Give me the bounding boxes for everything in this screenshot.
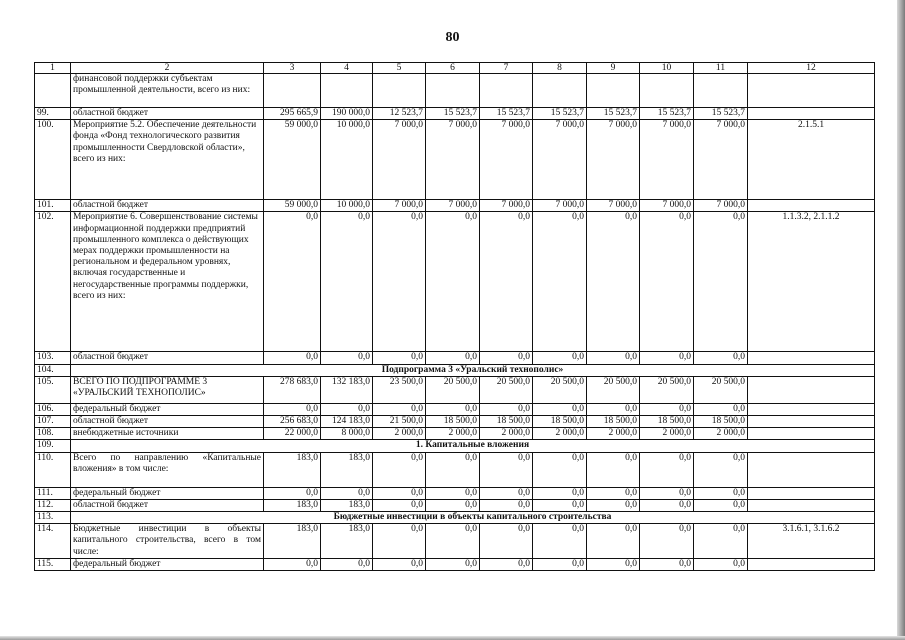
value-cell: 0,0 [694,352,748,364]
row-number: 105. [35,376,71,403]
row-label: Мероприятие 5.2. Обеспечение деятельности фонда «Фонд технологического развития промышленности Свердловской области», всего из них: [71,120,264,200]
value-cell: 10 000,0 [321,120,373,200]
value-cell: 0,0 [426,559,480,571]
value-cell: 18 500,0 [587,416,640,428]
value-cell: 10 000,0 [321,200,373,212]
value-cell: 0,0 [373,524,426,559]
value-cell: 12 523,7 [373,108,426,120]
table-body [35,63,875,571]
value-cell: 0,0 [426,524,480,559]
value-cell: 0,0 [321,559,373,571]
value-cell: 0,0 [533,499,587,511]
row-label: областной бюджет [71,352,264,364]
value-cell [694,74,748,108]
table-row [35,499,875,511]
value-cell: 0,0 [640,212,694,352]
value-cell: 183,0 [321,452,373,487]
section-heading: 1. Капитальные вложения [71,440,875,452]
value-cell: 18 500,0 [426,416,480,428]
table-row [35,416,875,428]
target-reference [748,416,875,428]
table-row [35,452,875,487]
value-cell: 2 000,0 [373,428,426,440]
table-row [35,200,875,212]
value-cell: 0,0 [694,499,748,511]
value-cell [640,74,694,108]
value-cell: 15 523,7 [640,108,694,120]
column-header: 12 [748,63,875,74]
target-reference [748,487,875,499]
row-label: Мероприятие 6. Совершенствование системы информационной поддержки предприятий промышленного комплекса о действующих мерах поддержки промышленности на региональном и федеральном уровнях, включая государственные и негосударственные программы поддержки, всего из них: [71,212,264,352]
value-cell: 2 000,0 [694,428,748,440]
value-cell: 0,0 [640,487,694,499]
value-cell: 0,0 [694,559,748,571]
value-cell: 183,0 [264,524,321,559]
table-row [35,559,875,571]
value-cell [373,74,426,108]
value-cell: 0,0 [587,559,640,571]
column-header: 1 [35,63,71,74]
row-number: 108. [35,428,71,440]
table-row [35,403,875,415]
value-cell: 7 000,0 [640,200,694,212]
value-cell [533,74,587,108]
value-cell: 0,0 [321,212,373,352]
value-cell: 124 183,0 [321,416,373,428]
value-cell: 18 500,0 [480,416,533,428]
value-cell: 8 000,0 [321,428,373,440]
value-cell: 2 000,0 [426,428,480,440]
value-cell: 7 000,0 [373,200,426,212]
row-number: 112. [35,499,71,511]
value-cell: 0,0 [480,403,533,415]
value-cell: 20 500,0 [640,376,694,403]
value-cell: 7 000,0 [640,120,694,200]
value-cell: 7 000,0 [694,120,748,200]
row-number: 101. [35,200,71,212]
table-row [35,212,875,352]
row-label: областной бюджет [71,200,264,212]
row-label: областной бюджет [71,108,264,120]
value-cell: 0,0 [694,212,748,352]
value-cell: 0,0 [480,452,533,487]
target-reference [748,352,875,364]
table-row [35,364,875,376]
value-cell: 0,0 [694,524,748,559]
table-row [35,512,875,524]
value-cell: 7 000,0 [587,200,640,212]
column-header: 10 [640,63,694,74]
value-cell: 15 523,7 [587,108,640,120]
value-cell: 0,0 [640,352,694,364]
value-cell: 0,0 [264,212,321,352]
value-cell: 18 500,0 [533,416,587,428]
table-row [35,524,875,559]
table-row [35,352,875,364]
value-cell: 7 000,0 [373,120,426,200]
row-number: 107. [35,416,71,428]
column-header: 3 [264,63,321,74]
value-cell: 7 000,0 [533,120,587,200]
value-cell [587,74,640,108]
value-cell: 0,0 [426,499,480,511]
scan-bottom-shadow [0,636,905,640]
value-cell: 20 500,0 [694,376,748,403]
value-cell: 18 500,0 [694,416,748,428]
value-cell: 0,0 [321,403,373,415]
value-cell: 0,0 [533,487,587,499]
value-cell: 0,0 [694,452,748,487]
target-reference [748,376,875,403]
value-cell: 59 000,0 [264,200,321,212]
target-reference [748,74,875,108]
value-cell: 0,0 [640,524,694,559]
row-number: 113. [35,512,71,524]
row-label: федеральный бюджет [71,487,264,499]
value-cell: 0,0 [264,403,321,415]
row-number: 114. [35,524,71,559]
row-number [35,74,71,108]
value-cell: 0,0 [264,352,321,364]
page-number: 80 [445,30,460,45]
value-cell: 7 000,0 [426,120,480,200]
target-reference: 2.1.5.1 [748,120,875,200]
value-cell: 0,0 [480,499,533,511]
table-row [35,108,875,120]
value-cell [321,74,373,108]
row-label: федеральный бюджет [71,559,264,571]
value-cell: 0,0 [264,559,321,571]
value-cell: 7 000,0 [480,120,533,200]
row-number: 109. [35,440,71,452]
target-reference [748,428,875,440]
value-cell: 0,0 [480,524,533,559]
value-cell: 0,0 [373,403,426,415]
value-cell: 7 000,0 [694,200,748,212]
value-cell: 0,0 [426,403,480,415]
value-cell: 0,0 [640,499,694,511]
value-cell: 15 523,7 [533,108,587,120]
value-cell: 0,0 [373,212,426,352]
row-label: финансовой поддержки субъектам промышленной деятельности, всего из них: [71,74,264,108]
value-cell: 0,0 [373,559,426,571]
value-cell: 295 665,9 [264,108,321,120]
row-label: областной бюджет [71,416,264,428]
row-number: 106. [35,403,71,415]
section-heading: Бюджетные инвестиции в объекты капитального строительства [71,512,875,524]
value-cell: 0,0 [321,487,373,499]
value-cell: 0,0 [587,212,640,352]
column-number-header [35,63,875,74]
row-number: 102. [35,212,71,352]
value-cell: 22 000,0 [264,428,321,440]
value-cell: 20 500,0 [426,376,480,403]
target-reference [748,499,875,511]
value-cell: 0,0 [533,524,587,559]
value-cell: 0,0 [480,487,533,499]
value-cell: 0,0 [264,487,321,499]
value-cell: 0,0 [587,452,640,487]
value-cell: 2 000,0 [587,428,640,440]
value-cell: 7 000,0 [533,200,587,212]
value-cell: 0,0 [640,403,694,415]
value-cell [264,74,321,108]
table-row [35,74,875,108]
value-cell: 23 500,0 [373,376,426,403]
value-cell: 0,0 [533,403,587,415]
value-cell: 0,0 [426,352,480,364]
value-cell: 20 500,0 [587,376,640,403]
value-cell: 0,0 [587,487,640,499]
value-cell: 0,0 [321,352,373,364]
value-cell: 20 500,0 [533,376,587,403]
row-label: Бюджетные инвестиции в объекты капитального строительства, всего в том числе: [71,524,264,559]
value-cell: 2 000,0 [640,428,694,440]
target-reference: 1.1.3.2, 2.1.1.2 [748,212,875,352]
value-cell: 183,0 [264,452,321,487]
table-row [35,440,875,452]
value-cell: 0,0 [533,559,587,571]
value-cell: 0,0 [480,212,533,352]
value-cell: 190 000,0 [321,108,373,120]
row-label: ВСЕГО ПО ПОДПРОГРАММЕ 3 «УРАЛЬСКИЙ ТЕХНОПОЛИС» [71,376,264,403]
section-heading: Подпрограмма 3 «Уральский технополис» [71,364,875,376]
value-cell: 21 500,0 [373,416,426,428]
table-row [35,120,875,200]
value-cell: 183,0 [264,499,321,511]
row-number: 111. [35,487,71,499]
column-header: 9 [587,63,640,74]
column-header: 8 [533,63,587,74]
value-cell: 0,0 [640,559,694,571]
value-cell: 0,0 [480,352,533,364]
value-cell: 0,0 [533,452,587,487]
value-cell: 15 523,7 [426,108,480,120]
value-cell: 132 183,0 [321,376,373,403]
value-cell: 0,0 [640,452,694,487]
scan-edge-shadow [897,0,905,640]
value-cell: 256 683,0 [264,416,321,428]
row-label: внебюджетные источники [71,428,264,440]
value-cell: 7 000,0 [480,200,533,212]
column-header: 5 [373,63,426,74]
value-cell [426,74,480,108]
row-number: 104. [35,364,71,376]
value-cell: 0,0 [373,452,426,487]
row-number: 110. [35,452,71,487]
value-cell: 0,0 [373,352,426,364]
target-reference [748,559,875,571]
table-row [35,487,875,499]
value-cell: 0,0 [426,212,480,352]
value-cell: 18 500,0 [640,416,694,428]
budget-table [34,62,875,571]
row-label: Всего по направлению «Капитальные вложения» в том числе: [71,452,264,487]
target-reference [748,200,875,212]
row-number: 115. [35,559,71,571]
value-cell: 2 000,0 [480,428,533,440]
value-cell: 0,0 [694,403,748,415]
value-cell: 59 000,0 [264,120,321,200]
target-reference [748,108,875,120]
value-cell: 183,0 [321,524,373,559]
column-header: 6 [426,63,480,74]
value-cell: 0,0 [587,499,640,511]
value-cell: 0,0 [587,524,640,559]
value-cell: 0,0 [587,403,640,415]
value-cell: 0,0 [694,487,748,499]
column-header: 11 [694,63,748,74]
column-header: 2 [71,63,264,74]
value-cell: 15 523,7 [694,108,748,120]
column-header: 7 [480,63,533,74]
table-row [35,376,875,403]
value-cell: 278 683,0 [264,376,321,403]
row-number: 103. [35,352,71,364]
value-cell: 7 000,0 [426,200,480,212]
value-cell: 0,0 [373,487,426,499]
target-reference [748,403,875,415]
value-cell: 0,0 [587,352,640,364]
column-header: 4 [321,63,373,74]
value-cell: 15 523,7 [480,108,533,120]
value-cell: 7 000,0 [587,120,640,200]
value-cell: 0,0 [373,499,426,511]
value-cell: 2 000,0 [533,428,587,440]
value-cell: 20 500,0 [480,376,533,403]
value-cell: 0,0 [426,452,480,487]
value-cell [480,74,533,108]
row-number: 100. [35,120,71,200]
row-number: 99. [35,108,71,120]
value-cell: 0,0 [480,559,533,571]
value-cell: 0,0 [533,352,587,364]
row-label: федеральный бюджет [71,403,264,415]
value-cell: 0,0 [426,487,480,499]
row-label: областной бюджет [71,499,264,511]
table-row [35,428,875,440]
value-cell: 183,0 [321,499,373,511]
value-cell: 0,0 [533,212,587,352]
target-reference [748,452,875,487]
target-reference: 3.1.6.1, 3.1.6.2 [748,524,875,559]
